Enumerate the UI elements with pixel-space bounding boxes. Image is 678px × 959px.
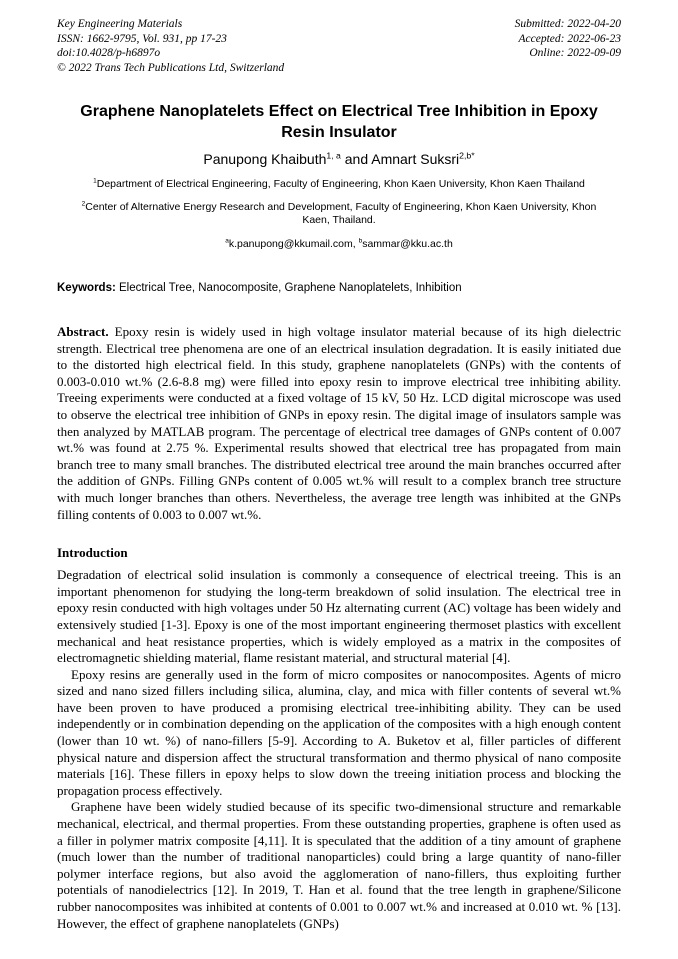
journal-doi: doi:10.4028/p-h6897o: [57, 47, 161, 59]
author-joiner: and: [340, 151, 372, 167]
affiliation-1-superscript: 1: [93, 177, 97, 185]
introduction-paragraph-1: Degradation of electrical solid insulation is commonly a consequence of electrical treeing. This is an important phenomenon for studying the long-term breakdown of solid insulation. The electrical tree in epoxy resin conducted with high voltages under 50 Hz alternating current (AC) voltage has been widely and extensively studied [1-3]. Epoxy is one of the most important engineering thermoset plastics with excellent mechanical and heat resistance properties, which is widely employed as a matrix in the composites of electromagnetic shielding material, flame resistant material, and structural material [4].: [57, 567, 621, 666]
email-b: sammar@kku.ac.th: [362, 238, 453, 250]
introduction-heading: Introduction: [57, 545, 128, 561]
journal-info: [57, 17, 284, 75]
author-1-name: Panupong Khaibuth: [203, 151, 327, 167]
author-2-superscript: 2,b*: [459, 150, 475, 161]
author-emails: [57, 238, 621, 250]
email-a: k.panupong@kkumail.com,: [228, 238, 359, 250]
keywords-label: Keywords:: [57, 282, 116, 294]
accepted-date: Accepted: 2022-06-23: [518, 32, 621, 45]
abstract-text: Epoxy resin is widely used in high voltage insulator material because of its high dielectric strength. Electrical tree phenomena are one of an electrical insulation degradation. It is easily initiated due to the distorted high electrical field. In this study, graphene nanoplatelets (GNPs) with the contents of 0.003-0.010 wt.% (2.6-8.8 mg) were filled into epoxy resin to improve electrical tree inhibiting ability. Treeing experiments were conducted at a fixed voltage of 15 kV, 50 Hz. LCD digital microscope was used to observe the electrical tree inhibition of GNPs in epoxy resin. The digital image of insulators sample was then analyzed by MATLAB program. The percentage of electrical tree damages of GNPs content of 0.007 wt.% was found at 2.75 %. Experimental results showed that electrical tree has propagated from main branch tree to many small branches. The distributed electrical tree around the main branches occurred after the addition of GNPs. Filling GNPs content of 0.005 wt.% will result to a complex branch tree structure with much longer branches than others. Nevertheless, the average tree length was inhibited at the GNPs filling contents of 0.003 to 0.007 wt.%.: [57, 324, 621, 522]
submitted-date: Submitted: 2022-04-20: [514, 18, 621, 30]
email-a-superscript: a: [225, 237, 229, 245]
affiliation-2: [57, 201, 621, 227]
author-1-superscript: 1, a: [326, 150, 341, 161]
journal-issn-volume: ISSN: 1662-9795, Vol. 931, pp 17-23: [57, 32, 227, 45]
journal-copyright: © 2022 Trans Tech Publications Ltd, Switzerland: [57, 61, 285, 74]
paper-title: Graphene Nanoplatelets Effect on Electrical Tree Inhibition in Epoxy Resin Insulator: [80, 103, 598, 141]
journal-name: Key Engineering Materials: [57, 18, 183, 30]
journal-header: [57, 17, 621, 75]
keywords-text: Electrical Tree, Nanocomposite, Graphene Nanoplatelets, Inhibition: [115, 282, 462, 294]
author-line: [57, 150, 621, 168]
abstract-paragraph: [57, 324, 621, 523]
email-b-superscript: b: [358, 237, 363, 245]
introduction-paragraph-3: Graphene have been widely studied because of its specific two-dimensional structure and remarkable mechanical, electrical, and thermal properties. From these outstanding properties, graphene is often used as a filler in polymer matrix composite [4,11]. It is speculated that the addition of a tiny amount of graphene (much lower than the number of traditional nanoparticles) could bring a large quantity of nano-filler polymer interface regions, but also avoid the agglomeration of nano-fillers, thus exploiting further potentials of nanodielectrics [12]. In 2019, T. Han et al. found that the tree length in graphene/Silicone rubber nanocomposites was inhibited at contents of 0.001 to 0.007 wt.% and increased at 0.010 wt. % [13]. However, the effect of graphene nanoplatelets (GNPs): [57, 799, 621, 931]
introduction-paragraph-2: Epoxy resins are generally used in the form of micro composites or nanocomposites. Agents of micro sized and nano sized fillers including silica, alumina, clay, and mica with filler contents of several wt.% have been proven to have produced a promising electrical tree-inhibiting ability. They can be used independently or in combination depending on the application of the composites with a high enough content (lower than 10 wt. %) of nano-fillers [5-9]. According to A. Buketov et al, filler particles of different physical nature and dispersion affect the structural transformation and thermo physical of nano composite materials [16]. These fillers in epoxy helps to slow down the treeing initiation process and blocking the propagation process effectively.: [57, 666, 621, 798]
affiliation-2-text: Center of Alternative Energy Research and Development, Faculty of Engineering, Khon Kaen University, Khon Kaen, Thailand.: [85, 201, 597, 226]
online-date: Online: 2022-09-09: [529, 47, 621, 59]
submission-dates: [515, 17, 621, 75]
affiliation-2-superscript: 2: [81, 200, 86, 208]
abstract-label: Abstract.: [57, 324, 109, 339]
affiliation-1-text: Department of Electrical Engineering, Faculty of Engineering, Khon Kaen University, Khon Kaen Thailand: [96, 178, 585, 190]
affiliation-1: [57, 178, 621, 191]
keywords-line: [57, 282, 621, 294]
author-2-name: Amnart Suksri: [371, 151, 460, 167]
